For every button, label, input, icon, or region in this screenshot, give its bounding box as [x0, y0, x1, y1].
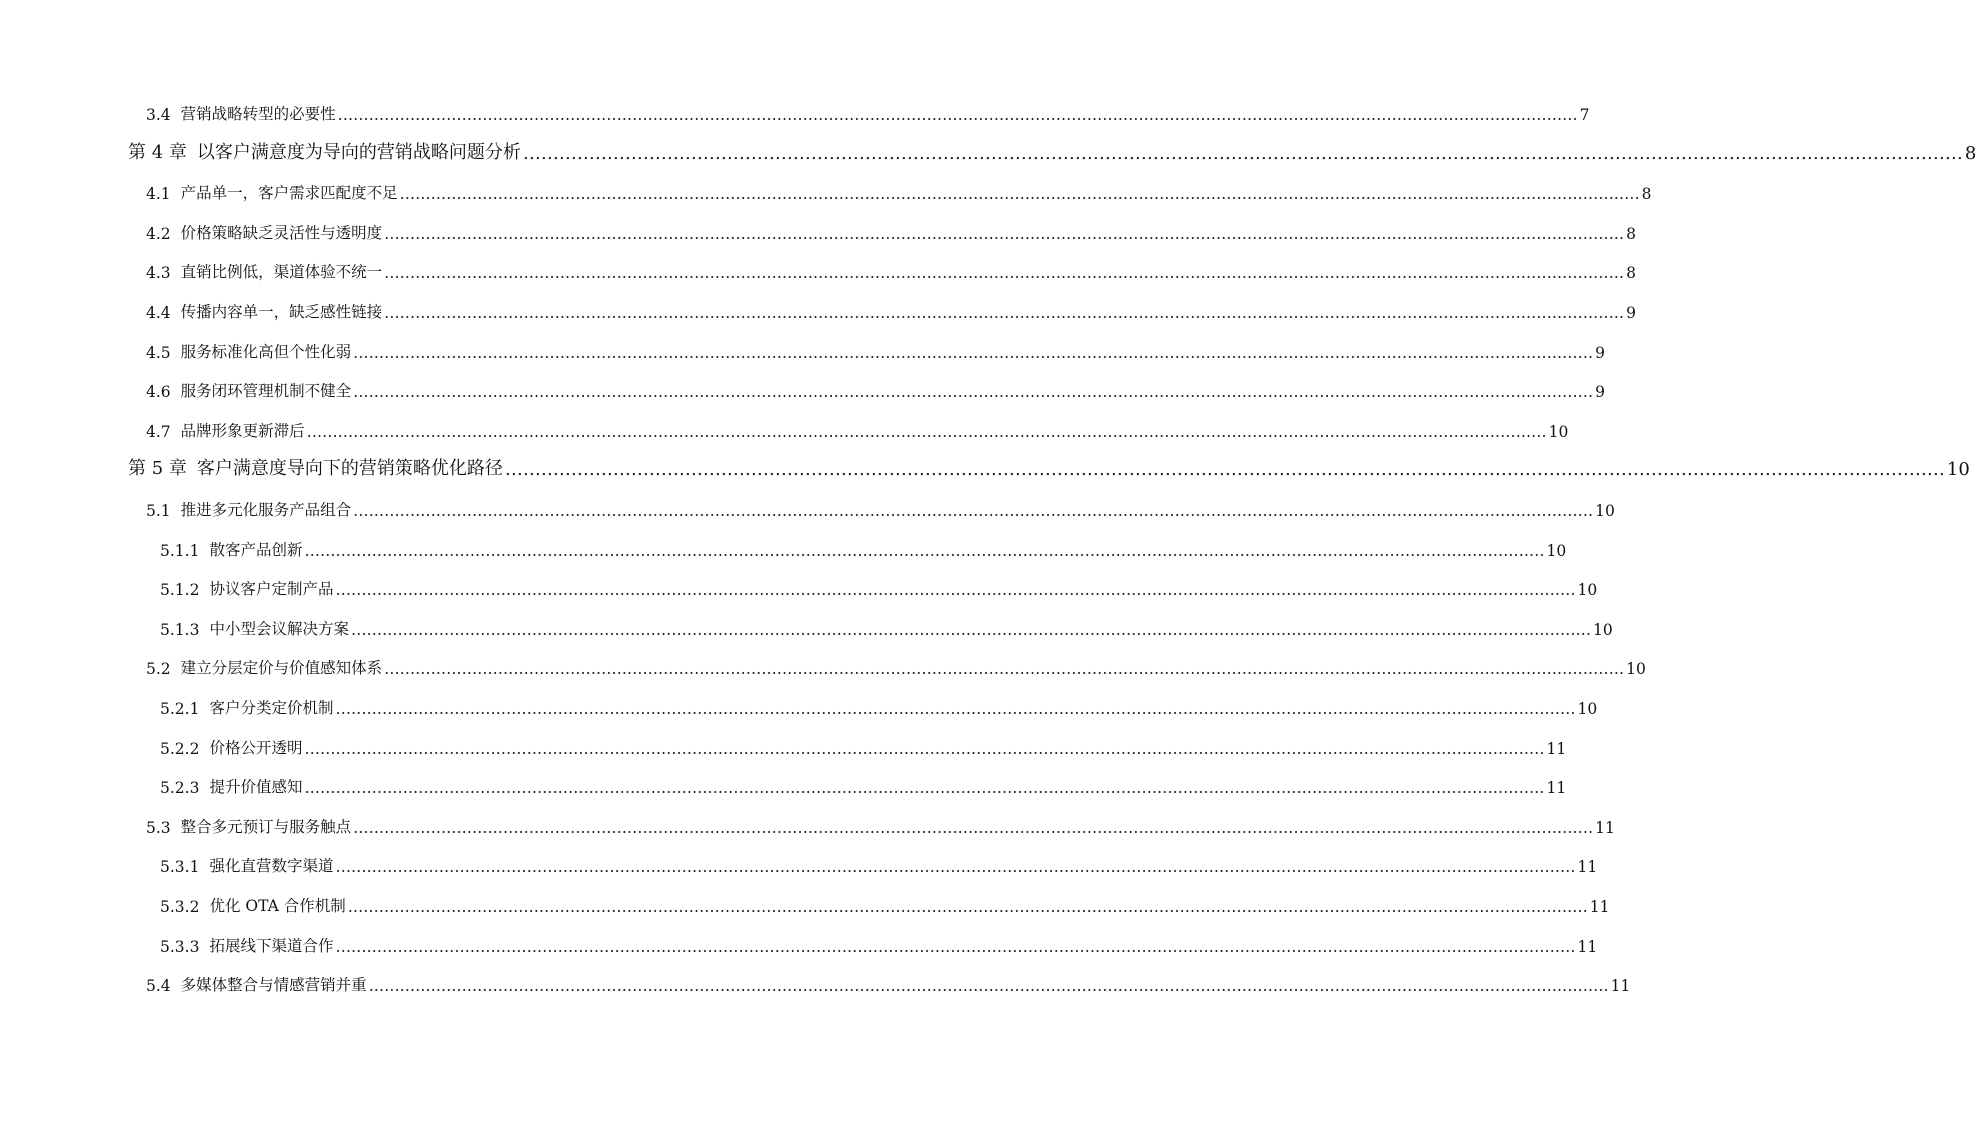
toc-entry-number: 4.1 [146, 185, 171, 204]
toc-entry-title: 客户分类定价机制 [209, 699, 334, 717]
toc-dot-leader: …………………………………………………………………………………………………………………………………………………………………………………………………………………… [522, 142, 1963, 164]
toc-section-entry[interactable] [146, 417, 1569, 441]
toc-section-entry[interactable] [146, 219, 1637, 243]
toc-entry-title: 服务标准化高但个性化弱 [180, 342, 352, 361]
toc-page-number: 9 [1595, 383, 1606, 402]
toc-section-entry[interactable] [146, 298, 1637, 322]
toc-section-entry[interactable] [160, 694, 1598, 718]
toc-entry-title: 以客户满意度为导向的营销战略问题分析 [196, 141, 521, 163]
toc-page-number: 7 [1579, 106, 1590, 124]
toc-dot-leader: …………………………………………………………………………………………………………………………………………………………………………………………………………………… [384, 660, 1625, 679]
toc-section-entry[interactable] [146, 377, 1606, 402]
toc-page-number: 10 [1548, 422, 1569, 441]
toc-section-entry[interactable] [160, 536, 1567, 560]
toc-section-entry[interactable] [160, 615, 1613, 639]
toc-page-number: 10 [1577, 700, 1598, 718]
toc-dot-leader: …………………………………………………………………………………………………………………………………………………………………………………………………………………… [353, 343, 1594, 362]
toc-page-number: 11 [1546, 779, 1567, 798]
toc-entry-title: 品牌形象更新滞后 [180, 421, 305, 440]
toc-entry-title: 协议客户定制产品 [209, 580, 334, 599]
toc-page-number: 10 [1595, 502, 1615, 520]
toc-section-entry[interactable] [146, 100, 1590, 124]
toc-entry-title: 产品单一，客户需求匹配度不足 [180, 184, 398, 203]
toc-entry-number: 4.4 [146, 304, 171, 322]
toc-page-number: 11 [1589, 898, 1610, 916]
toc-entry-number: 5.2.3 [160, 779, 200, 798]
toc-dot-leader: …………………………………………………………………………………………………………………………………………………………………………………………………………………… [304, 739, 1545, 758]
toc-dot-leader: …………………………………………………………………………………………………………………………………………………………………………………………………………………… [384, 264, 1625, 283]
toc-page-number: 8 [1626, 264, 1637, 283]
toc-entry-number: 5.3.1 [160, 858, 200, 877]
toc-section-entry[interactable] [146, 813, 1615, 837]
toc-entry-number: 第 4 章 [128, 141, 187, 163]
toc-entry-number: 5.3.3 [160, 937, 200, 956]
toc-entry-number: 5.1.2 [160, 581, 200, 600]
toc-section-entry[interactable] [160, 932, 1598, 956]
toc-page-number: 10 [1577, 581, 1598, 600]
toc-entry-number: 4.7 [146, 422, 171, 441]
toc-entry-number: 5.2.2 [160, 739, 200, 758]
toc-page-number: 8 [1641, 185, 1652, 204]
toc-dot-leader: …………………………………………………………………………………………………………………………………………………………………………………………………………………… [368, 977, 1609, 996]
toc-entry-title: 直销比例低，渠道体验不统一 [180, 263, 383, 282]
toc-section-entry[interactable] [160, 575, 1598, 600]
toc-dot-leader: …………………………………………………………………………………………………………………………………………………………………………………………………………………… [350, 620, 1591, 639]
toc-dot-leader: …………………………………………………………………………………………………………………………………………………………………………………………………………………… [306, 422, 1547, 441]
toc-entry-title: 营销战略转型的必要性 [180, 105, 336, 123]
toc-section-entry[interactable] [146, 179, 1652, 204]
toc-dot-leader: …………………………………………………………………………………………………………………………………………………………………………………………………………………… [335, 937, 1576, 956]
toc-entry-title: 价格策略缺乏灵活性与透明度 [180, 223, 383, 242]
toc-entry-title: 散客产品创新 [209, 540, 303, 559]
toc-dot-leader: …………………………………………………………………………………………………………………………………………………………………………………………………………………… [353, 502, 1594, 520]
toc-chapter-entry[interactable] [128, 456, 1970, 481]
toc-dot-leader: …………………………………………………………………………………………………………………………………………………………………………………………………………………… [399, 185, 1640, 204]
toc-entry-number: 4.6 [146, 383, 171, 402]
toc-entry-number: 5.2.1 [160, 700, 200, 718]
toc-page-number: 10 [1626, 660, 1646, 679]
toc-section-entry[interactable] [146, 654, 1646, 679]
toc-entry-number: 5.2 [146, 660, 171, 679]
toc-entry-number: 5.1 [146, 502, 171, 520]
toc-section-entry[interactable] [160, 852, 1598, 877]
toc-entry-title: 拓展线下渠道合作 [209, 936, 334, 955]
toc-dot-leader: …………………………………………………………………………………………………………………………………………………………………………………………………………………… [335, 581, 1576, 600]
toc-section-entry[interactable] [146, 258, 1637, 283]
toc-dot-leader: …………………………………………………………………………………………………………………………………………………………………………………………………………………… [384, 304, 1625, 322]
toc-entry-title: 强化直营数字渠道 [209, 857, 334, 876]
toc-entry-title: 提升价值感知 [209, 778, 303, 797]
toc-section-entry[interactable] [146, 971, 1631, 996]
toc-entry-title: 优化 OTA 合作机制 [209, 897, 346, 915]
toc-chapter-entry[interactable] [128, 140, 1976, 164]
toc-page-number: 10 [1546, 541, 1567, 560]
toc-page-number: 11 [1546, 739, 1567, 758]
toc-entry-title: 客户满意度导向下的营销策略优化路径 [196, 458, 503, 480]
toc-entry-title: 推进多元化服务产品组合 [180, 501, 352, 519]
toc-entry-number: 4.2 [146, 224, 171, 243]
toc-page-number: 10 [1946, 459, 1970, 481]
toc-entry-title: 传播内容单一，缺乏感性链接 [180, 303, 383, 321]
toc-section-entry[interactable] [160, 734, 1567, 758]
toc-section-entry[interactable] [146, 338, 1606, 362]
toc-entry-number: 4.3 [146, 264, 171, 283]
toc-entry-title: 服务闭环管理机制不健全 [180, 382, 352, 401]
toc-dot-leader: …………………………………………………………………………………………………………………………………………………………………………………………………………………… [347, 898, 1588, 916]
toc-entry-number: 5.3.2 [160, 898, 200, 916]
toc-entry-number: 5.1.1 [160, 541, 200, 560]
toc-dot-leader: …………………………………………………………………………………………………………………………………………………………………………………………………………………… [335, 858, 1576, 877]
toc-page-number: 10 [1592, 620, 1613, 639]
toc-dot-leader: …………………………………………………………………………………………………………………………………………………………………………………………………………………… [335, 700, 1576, 718]
toc-page-number: 11 [1610, 977, 1631, 996]
toc-entry-title: 中小型会议解决方案 [209, 619, 349, 638]
toc-entry-number: 5.1.3 [160, 620, 200, 639]
toc-dot-leader: …………………………………………………………………………………………………………………………………………………………………………………………………………………… [304, 541, 1545, 560]
toc-entry-title: 多媒体整合与情感营销并重 [180, 976, 367, 995]
toc-entry-number: 3.4 [146, 106, 171, 124]
toc-dot-leader: …………………………………………………………………………………………………………………………………………………………………………………………………………………… [353, 818, 1594, 837]
toc-dot-leader: …………………………………………………………………………………………………………………………………………………………………………………………………………………… [304, 779, 1545, 798]
toc-dot-leader: …………………………………………………………………………………………………………………………………………………………………………………………………………………… [384, 224, 1625, 243]
toc-page-number: 9 [1626, 304, 1637, 322]
toc-page-number: 9 [1595, 343, 1606, 362]
toc-entry-number: 第 5 章 [128, 458, 187, 480]
toc-dot-leader: …………………………………………………………………………………………………………………………………………………………………………………………………………………… [337, 106, 1578, 124]
toc-entry-number: 5.3 [146, 818, 171, 837]
toc-page-number: 11 [1595, 818, 1615, 837]
toc-dot-leader: …………………………………………………………………………………………………………………………………………………………………………………………………………………… [504, 459, 1945, 481]
toc-page-number: 8 [1626, 224, 1637, 243]
toc-page-number: 8 [1964, 142, 1976, 164]
toc-entry-number: 5.4 [146, 977, 171, 996]
toc-section-entry[interactable] [160, 892, 1610, 916]
toc-page-number: 11 [1577, 858, 1598, 877]
toc-page-number: 11 [1577, 937, 1598, 956]
toc-entry-title: 价格公开透明 [209, 738, 303, 757]
toc-section-entry[interactable] [160, 773, 1567, 798]
toc-entry-title: 建立分层定价与价值感知体系 [180, 659, 383, 678]
toc-entry-title: 整合多元预订与服务触点 [180, 817, 352, 836]
toc-section-entry[interactable] [146, 496, 1615, 520]
toc-entry-number: 4.5 [146, 343, 171, 362]
toc-dot-leader: …………………………………………………………………………………………………………………………………………………………………………………………………………………… [353, 383, 1594, 402]
